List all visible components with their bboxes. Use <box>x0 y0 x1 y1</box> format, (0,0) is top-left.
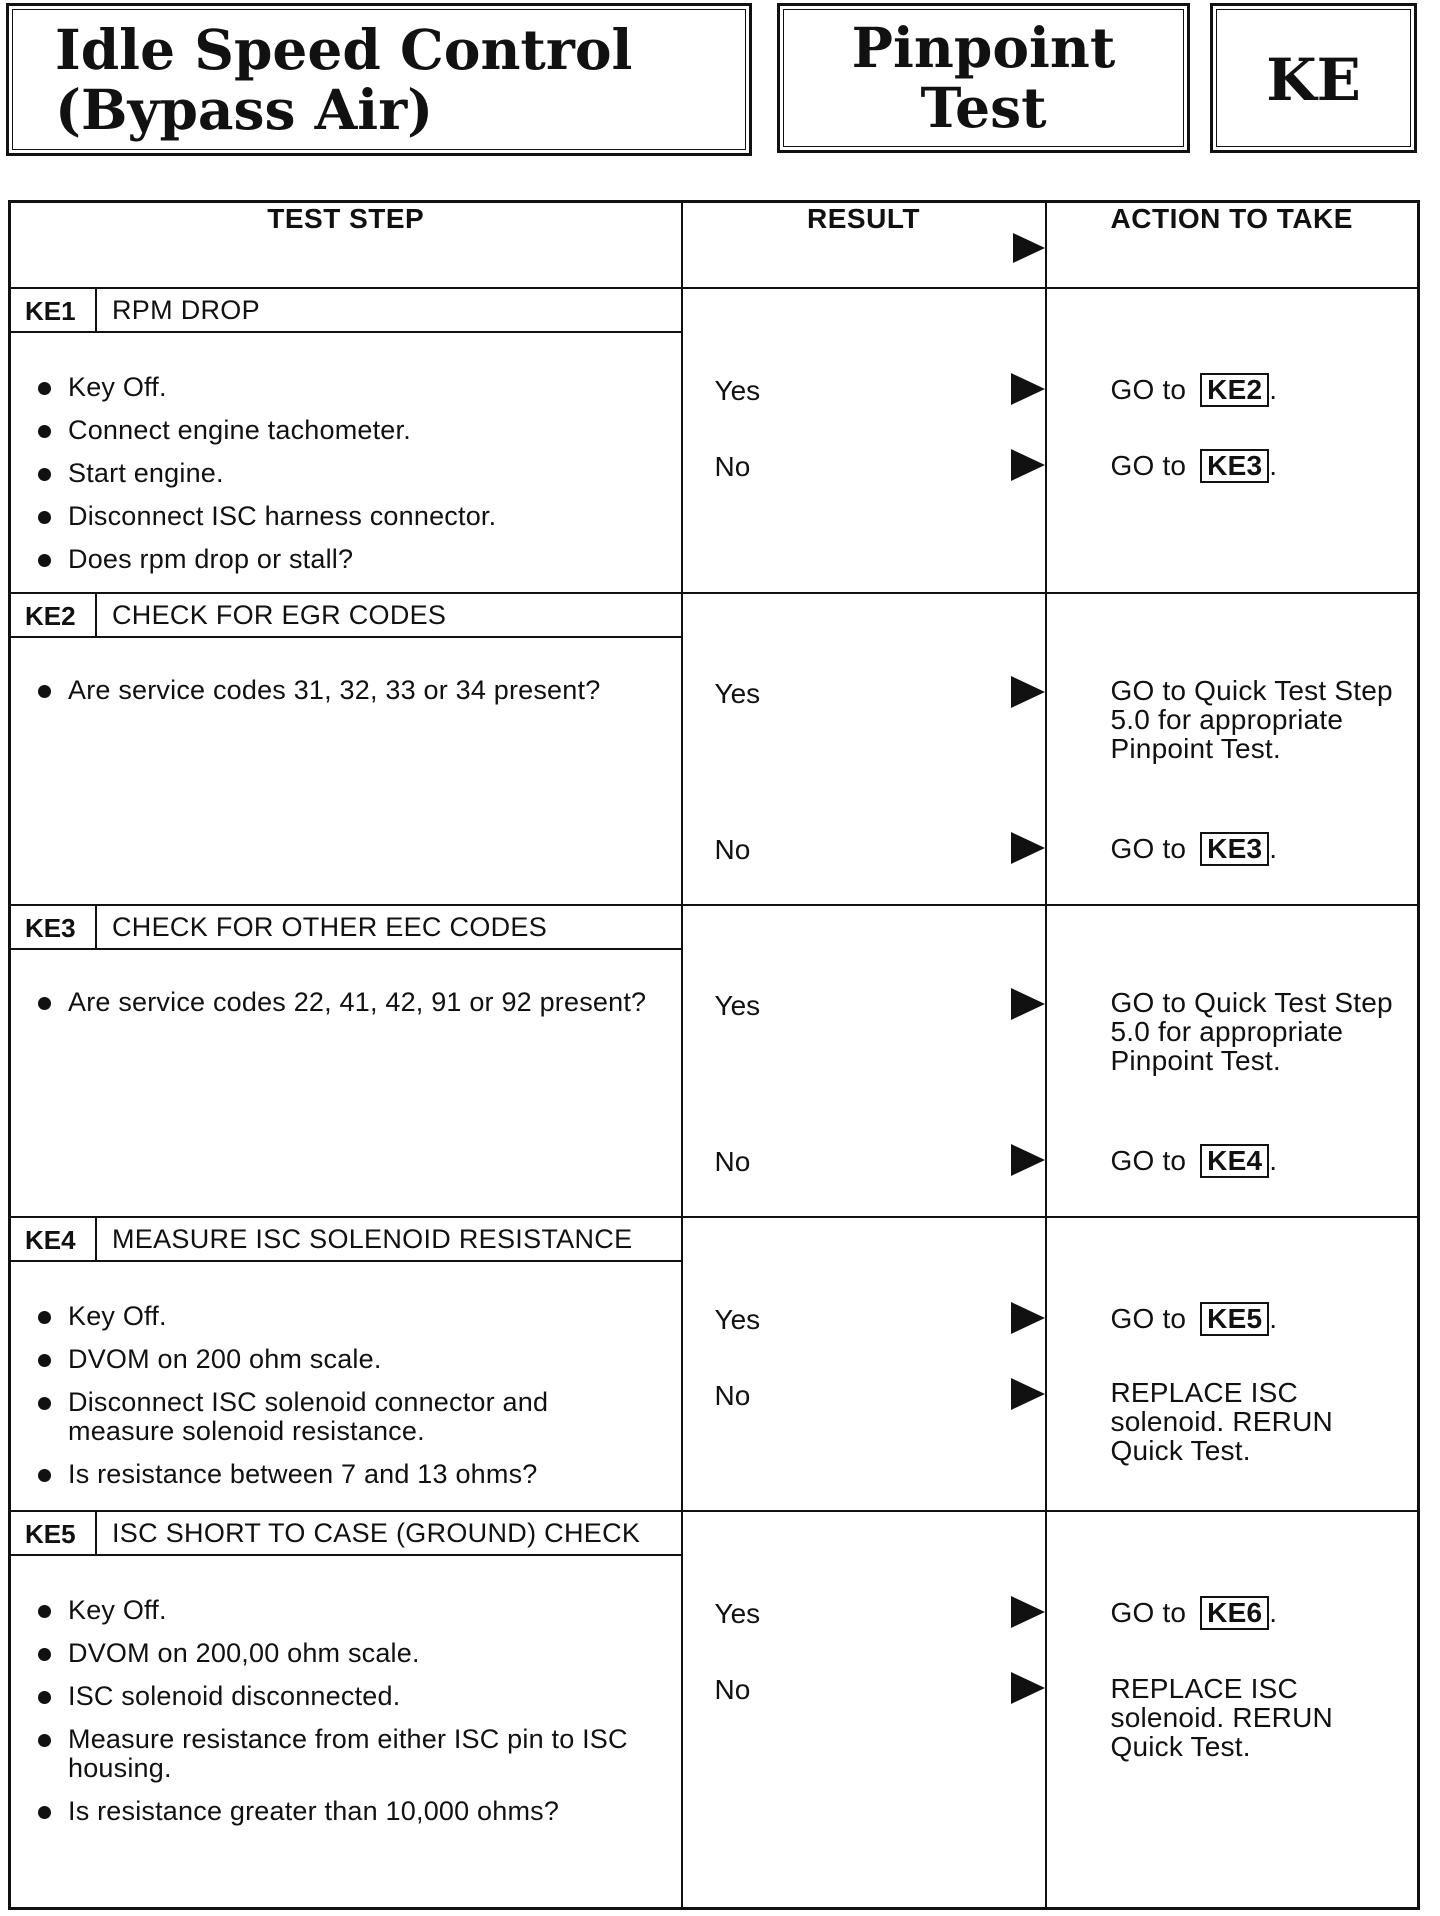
result-no: No <box>714 1146 751 1177</box>
result-yes: Yes <box>714 375 761 406</box>
list-item: Are service codes 22, 41, 42, 91 or 92 present? <box>38 988 681 1017</box>
test-step-cell <box>10 1511 682 1908</box>
result-cell <box>682 1217 1046 1511</box>
list-item: Is resistance between 7 and 13 ohms? <box>38 1460 681 1489</box>
table-row <box>10 288 1419 593</box>
list-item: Are service codes 31, 32, 33 or 34 present? <box>38 676 681 705</box>
list-item: Start engine. <box>38 459 681 488</box>
step-instructions <box>11 676 681 705</box>
action-cell <box>1046 1217 1419 1511</box>
arrow-right-icon <box>1011 1596 1045 1628</box>
table-row <box>10 1217 1419 1511</box>
test-step-cell <box>10 1217 682 1511</box>
result-cell <box>682 905 1046 1217</box>
pinpoint-box <box>777 3 1190 153</box>
result-cell <box>682 593 1046 905</box>
list-item: Disconnect ISC harness connector. <box>38 502 681 531</box>
col-header-test-step: TEST STEP <box>10 202 682 289</box>
title-line-1: Idle Speed Control <box>55 17 633 82</box>
action-text: REPLACE ISC solenoid. RERUN Quick Test. <box>1110 1673 1333 1762</box>
step-reference: KE2 <box>1200 373 1269 407</box>
step-title: MEASURE ISC SOLENOID RESISTANCE <box>112 1224 633 1254</box>
arrow-right-icon <box>1011 1378 1045 1410</box>
arrow-right-icon <box>1011 988 1045 1020</box>
list-item: Measure resistance from either ISC pin to ISC housing. <box>38 1725 668 1783</box>
pinpoint-label <box>780 15 1187 140</box>
action-text: GO to KE3 . <box>1110 833 1278 864</box>
action-cell <box>1046 905 1419 1217</box>
test-step-cell <box>10 593 682 905</box>
list-item: DVOM on 200 ohm scale. <box>38 1345 681 1374</box>
step-title: RPM DROP <box>112 295 260 325</box>
action-text: GO to KE6 . <box>1110 1597 1278 1628</box>
result-cell <box>682 1511 1046 1908</box>
title-box <box>6 3 752 156</box>
col-header-result <box>682 202 1046 289</box>
list-item: ISC solenoid disconnected. <box>38 1682 681 1711</box>
list-item: Does rpm drop or stall? <box>38 545 681 574</box>
list-item: Disconnect ISC solenoid connector and measure solenoid resistance. <box>38 1388 588 1446</box>
result-yes: Yes <box>714 990 761 1021</box>
col-header-result-label: RESULT <box>807 203 920 234</box>
list-item: Key Off. <box>38 1596 681 1625</box>
step-code: KE5 <box>11 1512 97 1554</box>
result-no: No <box>714 451 751 482</box>
step-instructions <box>11 1596 681 1826</box>
arrow-right-icon <box>1011 1672 1045 1704</box>
step-reference: KE4 <box>1200 1144 1269 1178</box>
table-row <box>10 1511 1419 1908</box>
list-item: Key Off. <box>38 1302 681 1331</box>
arrow-right-icon <box>1011 676 1045 708</box>
action-text: GO to KE4 . <box>1110 1145 1278 1176</box>
step-code: KE1 <box>11 289 97 331</box>
step-title: ISC SHORT TO CASE (GROUND) CHECK <box>112 1518 641 1548</box>
arrow-right-icon <box>1011 1302 1045 1334</box>
test-step-cell <box>10 905 682 1217</box>
list-item: Is resistance greater than 10,000 ohms? <box>38 1797 681 1826</box>
step-title: CHECK FOR OTHER EEC CODES <box>112 912 548 942</box>
action-text: GO to KE3 . <box>1110 450 1278 481</box>
result-yes: Yes <box>714 1598 761 1629</box>
page-title <box>55 17 633 142</box>
arrow-right-icon <box>1013 233 1045 263</box>
result-no: No <box>714 834 751 865</box>
pinpoint-line-2: Test <box>920 75 1047 140</box>
step-instructions <box>11 1302 681 1489</box>
step-code: KE2 <box>11 594 97 636</box>
result-no: No <box>714 1380 751 1411</box>
action-text: GO to Quick Test Step 5.0 for appropriate Pinpoint Test. <box>1110 675 1393 764</box>
result-cell <box>682 288 1046 593</box>
table-row <box>10 593 1419 905</box>
column-header-row <box>10 202 1419 289</box>
step-title: CHECK FOR EGR CODES <box>112 600 447 630</box>
list-item: Key Off. <box>38 373 681 402</box>
result-yes: Yes <box>714 678 761 709</box>
action-text: GO to Quick Test Step 5.0 for appropriate Pinpoint Test. <box>1110 987 1393 1076</box>
arrow-right-icon <box>1011 449 1045 481</box>
step-reference: KE3 <box>1200 832 1269 866</box>
step-code: KE4 <box>11 1218 97 1260</box>
result-no: No <box>714 1674 751 1705</box>
action-text: GO to KE2 . <box>1110 374 1278 405</box>
action-cell <box>1046 1511 1419 1908</box>
pinpoint-table <box>8 200 1420 1910</box>
action-text: GO to KE5 . <box>1110 1303 1278 1334</box>
step-reference: KE3 <box>1200 449 1269 483</box>
test-step-cell <box>10 288 682 593</box>
arrow-right-icon <box>1011 1144 1045 1176</box>
action-cell <box>1046 288 1419 593</box>
result-yes: Yes <box>714 1304 761 1335</box>
test-code-box <box>1210 3 1417 153</box>
pinpoint-line-1: Pinpoint <box>851 15 1116 80</box>
list-item: DVOM on 200,00 ohm scale. <box>38 1639 681 1668</box>
list-item: Connect engine tachometer. <box>38 416 681 445</box>
test-code: KE <box>1266 46 1361 114</box>
step-reference: KE5 <box>1200 1302 1269 1336</box>
step-instructions <box>11 988 681 1017</box>
table-row <box>10 905 1419 1217</box>
arrow-right-icon <box>1011 832 1045 864</box>
step-instructions <box>11 373 681 574</box>
action-text: REPLACE ISC solenoid. RERUN Quick Test. <box>1110 1377 1333 1466</box>
step-code: KE3 <box>11 906 97 948</box>
step-reference: KE6 <box>1200 1596 1269 1630</box>
arrow-right-icon <box>1011 373 1045 405</box>
action-cell <box>1046 593 1419 905</box>
title-line-2: (Bypass Air) <box>55 77 434 142</box>
col-header-action: ACTION TO TAKE <box>1046 202 1419 289</box>
